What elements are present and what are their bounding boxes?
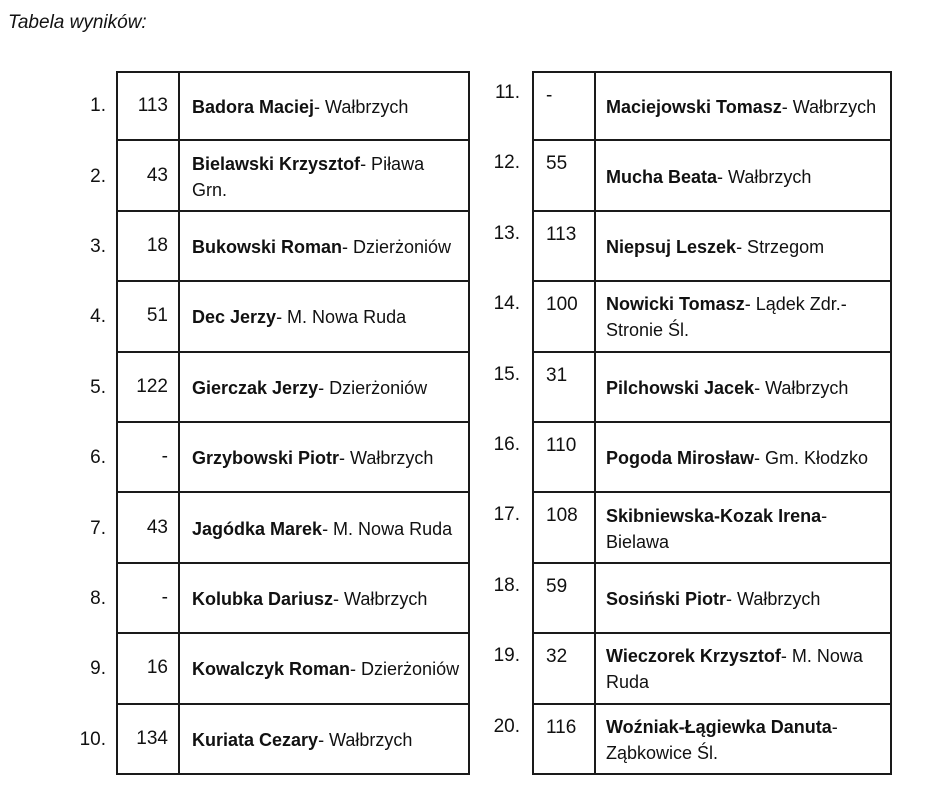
person-place: - Lądek Zdr.-Stronie Śl.: [606, 294, 847, 341]
table-row: [72, 71, 470, 141]
person-place: - Bielawa: [606, 505, 828, 552]
row-number: 5.: [90, 376, 106, 398]
row-number: 16.: [493, 433, 520, 455]
person-name: Mucha Beata: [606, 166, 718, 187]
table-row: [478, 282, 892, 352]
person-name: Kuriata Cezary: [192, 729, 319, 750]
row-score: 134: [116, 705, 178, 775]
table-row: [72, 564, 470, 634]
table-row: [478, 564, 892, 634]
row-score: 113: [116, 71, 178, 141]
row-number: 13.: [493, 222, 520, 244]
table-row: [72, 634, 470, 704]
person-place: - Dzierżoniów: [318, 377, 428, 398]
person-name: Bukowski Roman: [192, 236, 343, 257]
table-row: [72, 282, 470, 352]
table-row: [478, 71, 892, 141]
row-number: 17.: [493, 504, 520, 526]
row-number: 20.: [493, 715, 520, 737]
table-row: [72, 423, 470, 493]
row-score: 55: [532, 141, 594, 211]
row-person: [178, 564, 470, 634]
table-row: [72, 212, 470, 282]
person-name: Niepsuj Leszek: [606, 236, 737, 257]
person-name: Maciejowski Tomasz: [606, 97, 782, 118]
row-score: 51: [116, 282, 178, 352]
row-number: 1.: [90, 95, 106, 117]
row-number: 12.: [493, 152, 520, 174]
person-name: Bielawski Krzysztof: [192, 153, 361, 174]
row-score: 32: [532, 634, 594, 704]
table-row: [72, 141, 470, 211]
row-score: -: [532, 71, 594, 141]
person-name: Nowicki Tomasz: [606, 294, 745, 315]
row-person: [178, 634, 470, 704]
row-score: 110: [532, 423, 594, 493]
row-person: [594, 141, 892, 211]
person-place: - Wałbrzych: [314, 97, 409, 118]
row-person: [178, 353, 470, 423]
table-row: [72, 493, 470, 563]
table-row: [478, 212, 892, 282]
person-name: Gierczak Jerzy: [192, 377, 319, 398]
row-number: 18.: [493, 574, 520, 596]
row-person: [178, 71, 470, 141]
row-number: 11.: [494, 82, 520, 103]
person-place: - M. Nowa Ruda: [276, 307, 407, 328]
table-row: [478, 353, 892, 423]
row-person: [594, 493, 892, 563]
table-row: [478, 705, 892, 775]
row-person: [594, 212, 892, 282]
table-row: [478, 423, 892, 493]
row-score: 43: [116, 141, 178, 211]
table-row: [478, 634, 892, 704]
row-person: [594, 353, 892, 423]
person-name: Grzybowski Piotr: [192, 448, 340, 469]
row-person: [178, 423, 470, 493]
row-person: [594, 423, 892, 493]
row-person: [178, 282, 470, 352]
person-place: - Wałbrzych: [333, 588, 428, 609]
person-place: - Ząbkowice Śl.: [606, 716, 838, 763]
row-score: 116: [532, 705, 594, 775]
row-person: [594, 705, 892, 775]
row-score: 59: [532, 564, 594, 634]
person-name: Sosiński Piotr: [606, 588, 727, 609]
person-place: - Dzierżoniów: [342, 236, 452, 257]
person-place: - Gm. Kłodzko: [754, 448, 869, 469]
row-person: [178, 705, 470, 775]
row-score: 43: [116, 493, 178, 563]
person-name: Jagódka Marek: [192, 518, 323, 539]
row-score: -: [116, 564, 178, 634]
row-number: 6.: [90, 447, 106, 469]
row-score: 108: [532, 493, 594, 563]
person-place: - Wałbrzych: [726, 588, 821, 609]
person-place: - Piława Grn.: [192, 153, 425, 200]
row-person: [178, 141, 470, 211]
person-place: - Wałbrzych: [318, 729, 413, 750]
person-place: - Dzierżoniów: [350, 659, 460, 680]
person-name: Kowalczyk Roman: [192, 659, 351, 680]
person-name: Woźniak-Łągiewka Danuta: [606, 716, 832, 737]
table-row: [72, 705, 470, 775]
person-name: Dec Jerzy: [192, 307, 277, 328]
person-place: - Wałbrzych: [339, 448, 434, 469]
person-place: - Wałbrzych: [781, 97, 877, 118]
row-person: [178, 212, 470, 282]
person-name: Badora Maciej: [192, 97, 315, 118]
row-number: 4.: [90, 306, 106, 328]
row-number: 3.: [90, 235, 106, 257]
person-name: Pilchowski Jacek: [606, 377, 755, 398]
person-name: Pogoda Mirosław: [606, 448, 755, 469]
table-row: [478, 493, 892, 563]
row-score: 113: [532, 212, 594, 282]
row-person: [594, 282, 892, 352]
person-place: - Wałbrzych: [754, 377, 849, 398]
table-row: [72, 353, 470, 423]
row-score: 16: [116, 634, 178, 704]
row-number: 2.: [90, 165, 106, 187]
table-row: [478, 141, 892, 211]
row-number: 10.: [79, 728, 106, 750]
row-number: 7.: [90, 517, 106, 539]
row-score: 31: [532, 353, 594, 423]
row-score: 18: [116, 212, 178, 282]
person-place: - M. Nowa Ruda: [322, 518, 453, 539]
person-name: Wieczorek Krzysztof: [606, 646, 781, 667]
row-person: [594, 71, 892, 141]
person-place: - Strzegom: [736, 236, 825, 257]
row-number: 15.: [493, 363, 520, 385]
results-table-right: [478, 71, 892, 775]
person-name: Kolubka Dariusz: [192, 588, 334, 609]
row-person: [594, 564, 892, 634]
row-score: 122: [116, 353, 178, 423]
person-place: - M. Nowa Ruda: [606, 646, 863, 693]
person-place: - Wałbrzych: [717, 166, 812, 187]
page-title: Tabela wyników:: [8, 12, 147, 33]
row-score: 100: [532, 282, 594, 352]
row-number: 14.: [493, 293, 520, 315]
row-person: [594, 634, 892, 704]
person-name: Skibniewska-Kozak Irena: [606, 505, 822, 526]
row-number: 8.: [90, 587, 106, 609]
row-number: 9.: [90, 658, 106, 680]
row-person: [178, 493, 470, 563]
row-number: 19.: [493, 645, 520, 667]
row-score: -: [116, 423, 178, 493]
results-table-left: [72, 71, 470, 775]
